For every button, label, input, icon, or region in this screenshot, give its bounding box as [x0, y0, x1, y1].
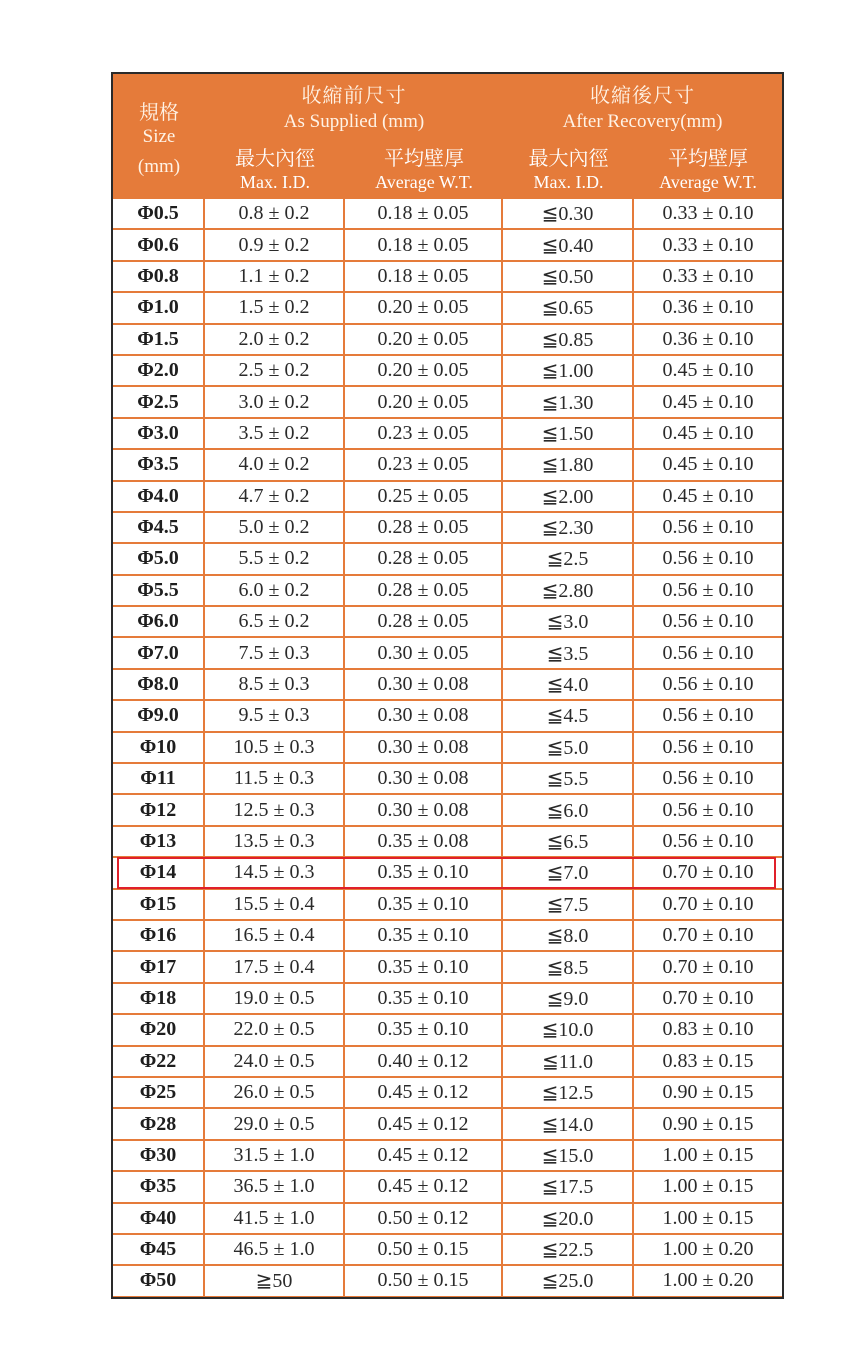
size-cell: Φ10 [113, 733, 203, 762]
table-row [113, 1235, 782, 1266]
recovery-avg-wt-cell: 0.90 ± 0.15 [634, 1109, 782, 1138]
table-row [113, 356, 782, 387]
size-cell: Φ15 [113, 890, 203, 919]
recovery-max-id-header-en: Max. I.D. [533, 172, 604, 192]
recovery-max-id-cell: ≦0.50 [503, 262, 632, 291]
size-cell: Φ2.0 [113, 356, 203, 385]
supplied-avg-wt-header-en: Average W.T. [375, 172, 473, 192]
supplied-max-id-cell: 1.5 ± 0.2 [205, 293, 343, 322]
supplied-max-id-cell: ≧50 [205, 1266, 343, 1295]
recovery-avg-wt-cell: 0.56 ± 0.10 [634, 544, 782, 573]
recovery-max-id-cell: ≦4.5 [503, 701, 632, 730]
recovery-max-id-cell: ≦9.0 [503, 984, 632, 1013]
recovery-avg-wt-cell: 0.45 ± 0.10 [634, 387, 782, 416]
recovery-max-id-cell: ≦0.65 [503, 293, 632, 322]
size-cell: Φ4.0 [113, 482, 203, 511]
recovery-max-id-cell: ≦14.0 [503, 1109, 632, 1138]
size-cell: Φ11 [113, 764, 203, 793]
recovery-max-id-cell: ≦7.0 [503, 858, 632, 887]
recovery-avg-wt-cell: 0.45 ± 0.10 [634, 419, 782, 448]
recovery-max-id-cell: ≦1.00 [503, 356, 632, 385]
supplied-max-id-cell: 5.0 ± 0.2 [205, 513, 343, 542]
size-cell: Φ40 [113, 1204, 203, 1233]
recovery-max-id-cell: ≦11.0 [503, 1047, 632, 1076]
recovery-max-id-cell: ≦2.00 [503, 482, 632, 511]
supplied-max-id-cell: 6.0 ± 0.2 [205, 576, 343, 605]
supplied-max-id-cell: 26.0 ± 0.5 [205, 1078, 343, 1107]
supplied-avg-wt-cell: 0.30 ± 0.08 [345, 701, 501, 730]
supplied-avg-wt-cell: 0.18 ± 0.05 [345, 230, 501, 259]
supplied-max-id-cell: 11.5 ± 0.3 [205, 764, 343, 793]
table-row [113, 764, 782, 795]
recovery-avg-wt-cell: 1.00 ± 0.15 [634, 1141, 782, 1170]
size-cell: Φ1.5 [113, 325, 203, 354]
table-row [113, 952, 782, 983]
supplied-max-id-cell: 8.5 ± 0.3 [205, 670, 343, 699]
supplied-avg-wt-cell: 0.50 ± 0.15 [345, 1235, 501, 1264]
supplied-avg-wt-cell: 0.50 ± 0.15 [345, 1266, 501, 1295]
recovery-max-id-cell: ≦8.5 [503, 952, 632, 981]
table-row [113, 1266, 782, 1297]
table-row [113, 513, 782, 544]
recovery-avg-wt-cell: 0.56 ± 0.10 [634, 670, 782, 699]
size-cell: Φ22 [113, 1047, 203, 1076]
recovery-avg-wt-cell: 0.45 ± 0.10 [634, 482, 782, 511]
recovery-avg-wt-cell: 1.00 ± 0.20 [634, 1235, 782, 1264]
recovery-avg-wt-cell: 0.70 ± 0.10 [634, 952, 782, 981]
supplied-avg-wt-cell: 0.45 ± 0.12 [345, 1141, 501, 1170]
recovery-max-id-cell: ≦22.5 [503, 1235, 632, 1264]
size-cell: Φ20 [113, 1015, 203, 1044]
table-row [113, 827, 782, 858]
supplied-max-id-cell: 17.5 ± 0.4 [205, 952, 343, 981]
recovery-max-id-cell: ≦3.0 [503, 607, 632, 636]
size-cell: Φ3.5 [113, 450, 203, 479]
supplied-avg-wt-cell: 0.28 ± 0.05 [345, 513, 501, 542]
size-cell: Φ0.6 [113, 230, 203, 259]
supplied-avg-wt-cell: 0.25 ± 0.05 [345, 482, 501, 511]
supplied-avg-wt-cell: 0.35 ± 0.10 [345, 921, 501, 950]
recovery-avg-wt-cell: 1.00 ± 0.20 [634, 1266, 782, 1295]
supplied-avg-wt-cell: 0.20 ± 0.05 [345, 293, 501, 322]
table-row [113, 607, 782, 638]
recovery-avg-wt-cell: 0.33 ± 0.10 [634, 199, 782, 228]
supplied-avg-wt-header-zh: 平均壁厚 [384, 148, 464, 170]
size-cell: Φ14 [113, 858, 203, 887]
supplied-avg-wt-cell: 0.30 ± 0.08 [345, 795, 501, 824]
as-supplied-header-en: As Supplied (mm) [283, 111, 425, 132]
supplied-avg-wt-cell: 0.35 ± 0.10 [345, 1015, 501, 1044]
supplied-avg-wt-cell: 0.35 ± 0.10 [345, 952, 501, 981]
supplied-avg-wt-cell: 0.35 ± 0.10 [345, 890, 501, 919]
recovery-avg-wt-cell: 1.00 ± 0.15 [634, 1204, 782, 1233]
supplied-max-id-cell: 15.5 ± 0.4 [205, 890, 343, 919]
size-cell: Φ18 [113, 984, 203, 1013]
as-supplied-header-zh: 收縮前尺寸 [301, 85, 407, 107]
supplied-avg-wt-cell: 0.23 ± 0.05 [345, 419, 501, 448]
supplied-avg-wt-cell: 0.28 ± 0.05 [345, 544, 501, 573]
supplied-avg-wt-cell: 0.35 ± 0.10 [345, 984, 501, 1013]
recovery-max-id-cell: ≦7.5 [503, 890, 632, 919]
table-row [113, 325, 782, 356]
recovery-max-id-cell: ≦2.80 [503, 576, 632, 605]
recovery-avg-wt-cell: 0.90 ± 0.15 [634, 1078, 782, 1107]
table-row [113, 701, 782, 732]
recovery-max-id-cell: ≦3.5 [503, 638, 632, 667]
supplied-max-id-cell: 2.5 ± 0.2 [205, 356, 343, 385]
supplied-max-id-header-en: Max. I.D. [240, 172, 310, 192]
supplied-avg-wt-cell: 0.30 ± 0.08 [345, 764, 501, 793]
supplied-avg-wt-cell: 0.23 ± 0.05 [345, 450, 501, 479]
supplied-max-id-cell: 12.5 ± 0.3 [205, 795, 343, 824]
recovery-avg-wt-cell: 1.00 ± 0.15 [634, 1172, 782, 1201]
supplied-max-id-cell: 2.0 ± 0.2 [205, 325, 343, 354]
table-row [113, 858, 782, 889]
recovery-max-id-cell: ≦2.30 [503, 513, 632, 542]
after-recovery-header-en: After Recovery(mm) [562, 111, 723, 132]
recovery-max-id-cell: ≦2.5 [503, 544, 632, 573]
table-row [113, 544, 782, 575]
size-cell: Φ1.0 [113, 293, 203, 322]
supplied-max-id-cell: 9.5 ± 0.3 [205, 701, 343, 730]
recovery-avg-wt-header-zh: 平均壁厚 [668, 148, 748, 170]
supplied-avg-wt-cell: 0.20 ± 0.05 [345, 356, 501, 385]
supplied-avg-wt-cell: 0.20 ± 0.05 [345, 325, 501, 354]
recovery-max-id-cell: ≦1.80 [503, 450, 632, 479]
table-row [113, 1078, 782, 1109]
size-cell: Φ16 [113, 921, 203, 950]
recovery-avg-wt-cell: 0.45 ± 0.10 [634, 450, 782, 479]
supplied-max-id-cell: 4.0 ± 0.2 [205, 450, 343, 479]
supplied-avg-wt-cell: 0.18 ± 0.05 [345, 199, 501, 228]
table-row [113, 262, 782, 293]
size-cell: Φ17 [113, 952, 203, 981]
size-cell: Φ25 [113, 1078, 203, 1107]
recovery-max-id-cell: ≦15.0 [503, 1141, 632, 1170]
supplied-max-id-cell: 3.5 ± 0.2 [205, 419, 343, 448]
recovery-avg-wt-cell: 0.56 ± 0.10 [634, 827, 782, 856]
supplied-max-id-cell: 1.1 ± 0.2 [205, 262, 343, 291]
supplied-avg-wt-cell: 0.28 ± 0.05 [345, 576, 501, 605]
after-recovery-header-zh: 收縮後尺寸 [590, 85, 695, 107]
size-cell: Φ7.0 [113, 638, 203, 667]
table-row [113, 1204, 782, 1235]
recovery-max-id-cell: ≦17.5 [503, 1172, 632, 1201]
recovery-avg-wt-cell: 0.36 ± 0.10 [634, 325, 782, 354]
supplied-max-id-cell: 4.7 ± 0.2 [205, 482, 343, 511]
recovery-avg-wt-header-en: Average W.T. [659, 172, 757, 192]
recovery-avg-wt-cell: 0.56 ± 0.10 [634, 795, 782, 824]
table-row [113, 733, 782, 764]
recovery-max-id-cell: ≦12.5 [503, 1078, 632, 1107]
supplied-avg-wt-cell: 0.30 ± 0.05 [345, 638, 501, 667]
recovery-avg-wt-cell: 0.56 ± 0.10 [634, 764, 782, 793]
table-row [113, 293, 782, 324]
supplied-avg-wt-cell: 0.50 ± 0.12 [345, 1204, 501, 1233]
supplied-max-id-cell: 22.0 ± 0.5 [205, 1015, 343, 1044]
supplied-max-id-cell: 6.5 ± 0.2 [205, 607, 343, 636]
recovery-avg-wt-cell: 0.33 ± 0.10 [634, 262, 782, 291]
supplied-max-id-cell: 46.5 ± 1.0 [205, 1235, 343, 1264]
size-cell: Φ13 [113, 827, 203, 856]
recovery-avg-wt-cell: 0.83 ± 0.10 [634, 1015, 782, 1044]
supplied-max-id-cell: 14.5 ± 0.3 [205, 858, 343, 887]
size-cell: Φ5.0 [113, 544, 203, 573]
table-row [113, 450, 782, 481]
supplied-max-id-cell: 0.8 ± 0.2 [205, 199, 343, 228]
supplied-avg-wt-cell: 0.45 ± 0.12 [345, 1078, 501, 1107]
table-row [113, 921, 782, 952]
supplied-max-id-cell: 19.0 ± 0.5 [205, 984, 343, 1013]
size-header-en: Size [142, 126, 176, 147]
recovery-avg-wt-cell: 0.70 ± 0.10 [634, 984, 782, 1013]
table-row [113, 387, 782, 418]
size-cell: Φ2.5 [113, 387, 203, 416]
supplied-avg-wt-cell: 0.35 ± 0.08 [345, 827, 501, 856]
table-row [113, 670, 782, 701]
recovery-max-id-cell: ≦1.30 [503, 387, 632, 416]
supplied-avg-wt-cell: 0.30 ± 0.08 [345, 733, 501, 762]
size-cell: Φ4.5 [113, 513, 203, 542]
table-row [113, 1109, 782, 1140]
table-row [113, 482, 782, 513]
supplied-max-id-cell: 24.0 ± 0.5 [205, 1047, 343, 1076]
table-row [113, 576, 782, 607]
supplied-avg-wt-cell: 0.45 ± 0.12 [345, 1172, 501, 1201]
table-row [113, 419, 782, 450]
supplied-avg-wt-cell: 0.45 ± 0.12 [345, 1109, 501, 1138]
recovery-avg-wt-cell: 0.56 ± 0.10 [634, 733, 782, 762]
size-cell: Φ28 [113, 1109, 203, 1138]
table-row [113, 1047, 782, 1078]
table-row [113, 1172, 782, 1203]
supplied-avg-wt-cell: 0.40 ± 0.12 [345, 1047, 501, 1076]
recovery-avg-wt-cell: 0.45 ± 0.10 [634, 356, 782, 385]
recovery-avg-wt-cell: 0.70 ± 0.10 [634, 890, 782, 919]
recovery-max-id-cell: ≦1.50 [503, 419, 632, 448]
size-cell: Φ45 [113, 1235, 203, 1264]
size-cell: Φ5.5 [113, 576, 203, 605]
table-row [113, 795, 782, 826]
supplied-max-id-cell: 36.5 ± 1.0 [205, 1172, 343, 1201]
supplied-avg-wt-cell: 0.20 ± 0.05 [345, 387, 501, 416]
recovery-max-id-cell: ≦10.0 [503, 1015, 632, 1044]
recovery-max-id-cell: ≦20.0 [503, 1204, 632, 1233]
table-row [113, 230, 782, 261]
table-row [113, 638, 782, 669]
recovery-avg-wt-cell: 0.33 ± 0.10 [634, 230, 782, 259]
size-cell: Φ30 [113, 1141, 203, 1170]
size-cell: Φ9.0 [113, 701, 203, 730]
spec-table [111, 72, 784, 1299]
recovery-max-id-cell: ≦0.85 [503, 325, 632, 354]
supplied-avg-wt-cell: 0.28 ± 0.05 [345, 607, 501, 636]
supplied-avg-wt-cell: 0.35 ± 0.10 [345, 858, 501, 887]
recovery-max-id-cell: ≦25.0 [503, 1266, 632, 1295]
supplied-max-id-cell: 16.5 ± 0.4 [205, 921, 343, 950]
size-header-zh: 規格 [139, 102, 179, 124]
recovery-max-id-cell: ≦5.5 [503, 764, 632, 793]
supplied-max-id-cell: 3.0 ± 0.2 [205, 387, 343, 416]
recovery-max-id-cell: ≦0.30 [503, 199, 632, 228]
recovery-avg-wt-cell: 0.56 ± 0.10 [634, 701, 782, 730]
supplied-max-id-cell: 10.5 ± 0.3 [205, 733, 343, 762]
size-cell: Φ0.8 [113, 262, 203, 291]
size-cell: Φ0.5 [113, 199, 203, 228]
recovery-avg-wt-cell: 0.56 ± 0.10 [634, 638, 782, 667]
supplied-max-id-cell: 31.5 ± 1.0 [205, 1141, 343, 1170]
supplied-max-id-cell: 7.5 ± 0.3 [205, 638, 343, 667]
table-row [113, 1015, 782, 1046]
supplied-max-id-cell: 5.5 ± 0.2 [205, 544, 343, 573]
recovery-avg-wt-cell: 0.70 ± 0.10 [634, 921, 782, 950]
table-row [113, 890, 782, 921]
supplied-avg-wt-cell: 0.30 ± 0.08 [345, 670, 501, 699]
table-row [113, 199, 782, 230]
recovery-max-id-header-zh: 最大內徑 [528, 148, 609, 170]
recovery-max-id-cell: ≦6.5 [503, 827, 632, 856]
supplied-max-id-header-zh: 最大內徑 [235, 148, 315, 170]
recovery-max-id-cell: ≦8.0 [503, 921, 632, 950]
supplied-max-id-cell: 13.5 ± 0.3 [205, 827, 343, 856]
supplied-max-id-cell: 29.0 ± 0.5 [205, 1109, 343, 1138]
table-row [113, 984, 782, 1015]
recovery-max-id-cell: ≦5.0 [503, 733, 632, 762]
size-cell: Φ35 [113, 1172, 203, 1201]
recovery-avg-wt-cell: 0.36 ± 0.10 [634, 293, 782, 322]
table-row [113, 1141, 782, 1172]
recovery-avg-wt-cell: 0.56 ± 0.10 [634, 607, 782, 636]
recovery-max-id-cell: ≦0.40 [503, 230, 632, 259]
size-header-unit: (mm) [137, 156, 181, 177]
recovery-max-id-cell: ≦4.0 [503, 670, 632, 699]
recovery-avg-wt-cell: 0.83 ± 0.15 [634, 1047, 782, 1076]
size-cell: Φ12 [113, 795, 203, 824]
size-cell: Φ6.0 [113, 607, 203, 636]
table-body [113, 199, 782, 1298]
table-header [113, 74, 782, 199]
size-cell: Φ3.0 [113, 419, 203, 448]
recovery-avg-wt-cell: 0.56 ± 0.10 [634, 576, 782, 605]
size-cell: Φ8.0 [113, 670, 203, 699]
recovery-avg-wt-cell: 0.70 ± 0.10 [634, 858, 782, 887]
supplied-avg-wt-cell: 0.18 ± 0.05 [345, 262, 501, 291]
supplied-max-id-cell: 0.9 ± 0.2 [205, 230, 343, 259]
recovery-avg-wt-cell: 0.56 ± 0.10 [634, 513, 782, 542]
recovery-max-id-cell: ≦6.0 [503, 795, 632, 824]
supplied-max-id-cell: 41.5 ± 1.0 [205, 1204, 343, 1233]
size-cell: Φ50 [113, 1266, 203, 1295]
